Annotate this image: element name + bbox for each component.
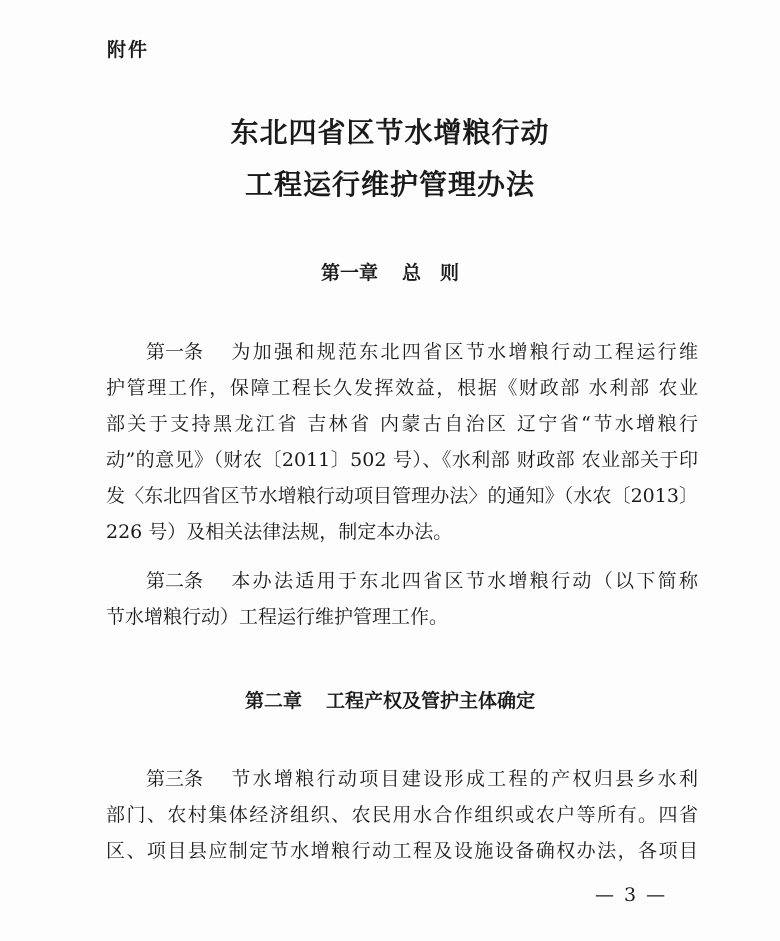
chapter-2-name: 工程产权及管护主体确定 — [326, 690, 536, 712]
chapter-1-number: 第一章 — [320, 262, 378, 284]
chapter-1-heading — [0, 258, 780, 285]
article-1-line-3: 部关于支持黑龙江省 吉林省 内蒙古自治区 辽宁省“节水增粮行 — [106, 413, 698, 435]
document-title-line-2: 工程运行维护管理办法 — [244, 168, 535, 201]
article-1-line-2: 护管理工作，保障工程长久发挥效益，根据《财政部 水利部 农业 — [106, 377, 698, 399]
article-1-line-4: 动”的意见》（财农〔2011〕502 号）、《水利部 财政部 农业部关于印 — [106, 449, 698, 471]
article-1-line-5: 发〈东北四省区节水增粮行动项目管理办法〉的通知》（水农〔2013〕 — [106, 485, 698, 507]
article-1-line-6: 226 号）及相关法律法规，制定本办法。 — [106, 521, 453, 543]
article-1-line-1 — [106, 340, 698, 364]
article-2-text-1: 本办法适用于东北四省区节水增粮行动（以下简称 — [229, 570, 698, 592]
document-title-line-1: 东北四省区节水增粮行动 — [230, 116, 550, 149]
page-number: — 3 — — [595, 884, 668, 906]
chapter-2-number: 第二章 — [244, 690, 302, 712]
article-3-line-1 — [106, 767, 698, 791]
article-3-line-3: 区、项目县应制定节水增粮行动工程及设施设备确权办法，各项目 — [106, 840, 698, 862]
article-1-text-1: 为加强和规范东北四省区节水增粮行动工程运行维 — [229, 341, 698, 363]
attachment-label: 附件 — [107, 39, 150, 61]
article-3-label: 第三条 — [146, 768, 204, 790]
chapter-2-heading — [0, 686, 780, 713]
article-3-text-1: 节水增粮行动项目建设形成工程的产权归县乡水利 — [229, 768, 698, 790]
article-3-line-2: 部门、农村集体经济组织、农民用水合作组织或农户等所有。四省 — [106, 804, 698, 826]
article-2-line-1 — [106, 569, 698, 593]
article-2-line-2: 节水增粮行动）工程运行维护管理工作。 — [106, 606, 449, 628]
article-2-label: 第二条 — [146, 570, 204, 592]
article-1-label: 第一条 — [146, 341, 204, 363]
chapter-1-name: 总 则 — [402, 262, 460, 284]
